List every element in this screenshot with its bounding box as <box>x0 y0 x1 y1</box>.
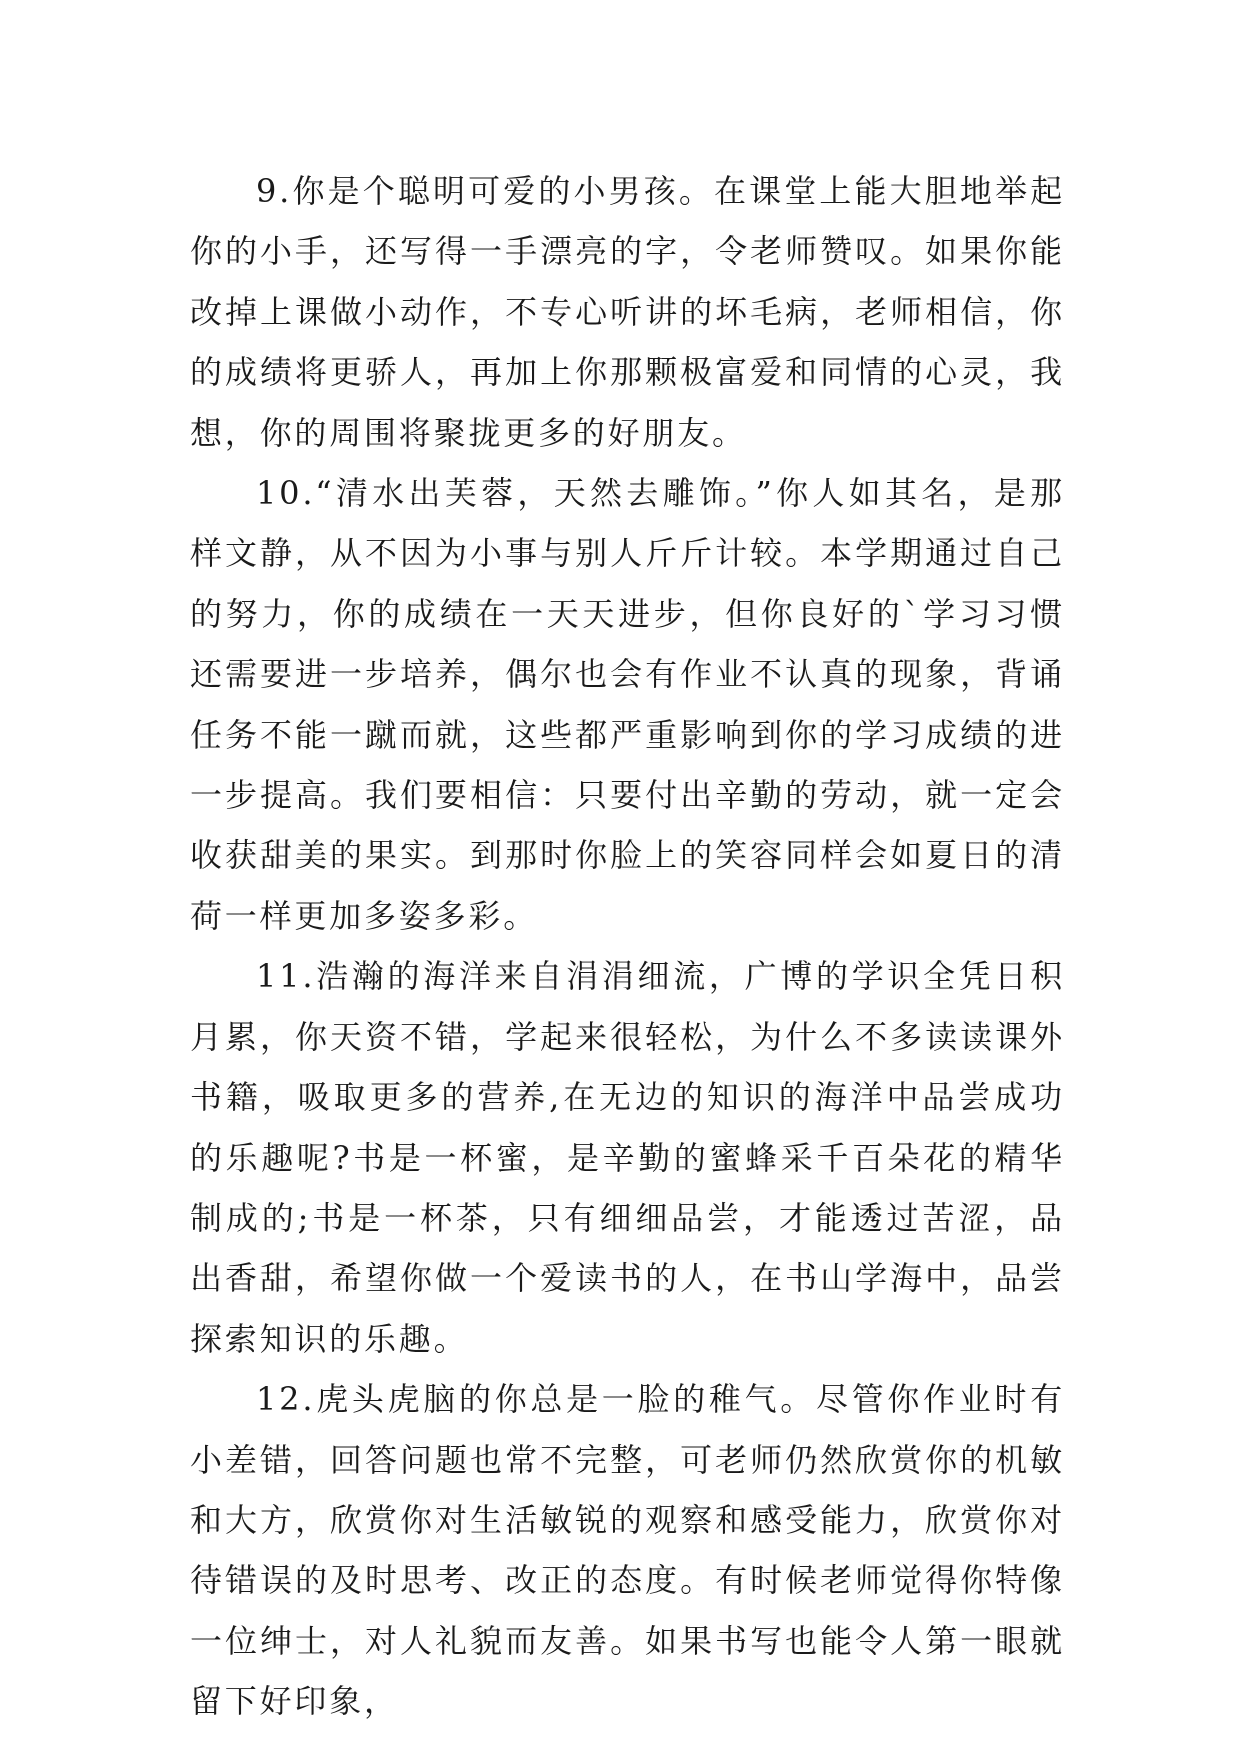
paragraph-11: 11.浩瀚的海洋来自涓涓细流，广博的学识全凭日积月累，你天资不错，学起来很轻松，为什么不多读读课外书籍，吸取更多的营养,在无边的知识的海洋中品尝成功的乐趣呢?书是一杯蜜，是辛勤的蜜蜂采千百朵花的精华制成的;书是一杯茶，只有细细品尝，才能透过苦涩，品出香甜，希望你做一个爱读书的人，在书山学海中，品尝探索知识的乐趣。 <box>190 957 1065 1358</box>
document-body <box>190 161 1065 1732</box>
paragraph-9: 9.你是个聪明可爱的小男孩。在课堂上能大胆地举起你的小手，还写得一手漂亮的字，令老师赞叹。如果你能改掉上课做小动作，不专心听讲的坏毛病，老师相信，你的成绩将更骄人，再加上你那颗极富爱和同情的心灵，我想，你的周围将聚拢更多的好朋友。 <box>190 172 1065 452</box>
paragraph-10: 10.“清水出芙蓉，天然去雕饰。”你人如其名，是那样文静，从不因为小事与别人斤斤计较。本学期通过自己的努力，你的成绩在一天天进步，但你良好的`学习习惯还需要进一步培养，偶尔也会有作业不认真的现象，背诵任务不能一蹴而就，这些都严重影响到你的学习成绩的进一步提高。我们要相信：只要付出辛勤的劳动，就一定会收获甜美的果实。到那时你脸上的笑容同样会如夏日的清荷一样更加多姿多彩。 <box>190 474 1065 935</box>
paragraph-12: 12.虎头虎脑的你总是一脸的稚气。尽管你作业时有小差错，回答问题也常不完整，可老师仍然欣赏你的机敏和大方，欣赏你对生活敏锐的观察和感受能力，欣赏你对待错误的及时思考、改正的态度。有时候老师觉得你特像一位绅士，对人礼貌而友善。如果书写也能令人第一眼就留下好印象， <box>190 1380 1065 1721</box>
